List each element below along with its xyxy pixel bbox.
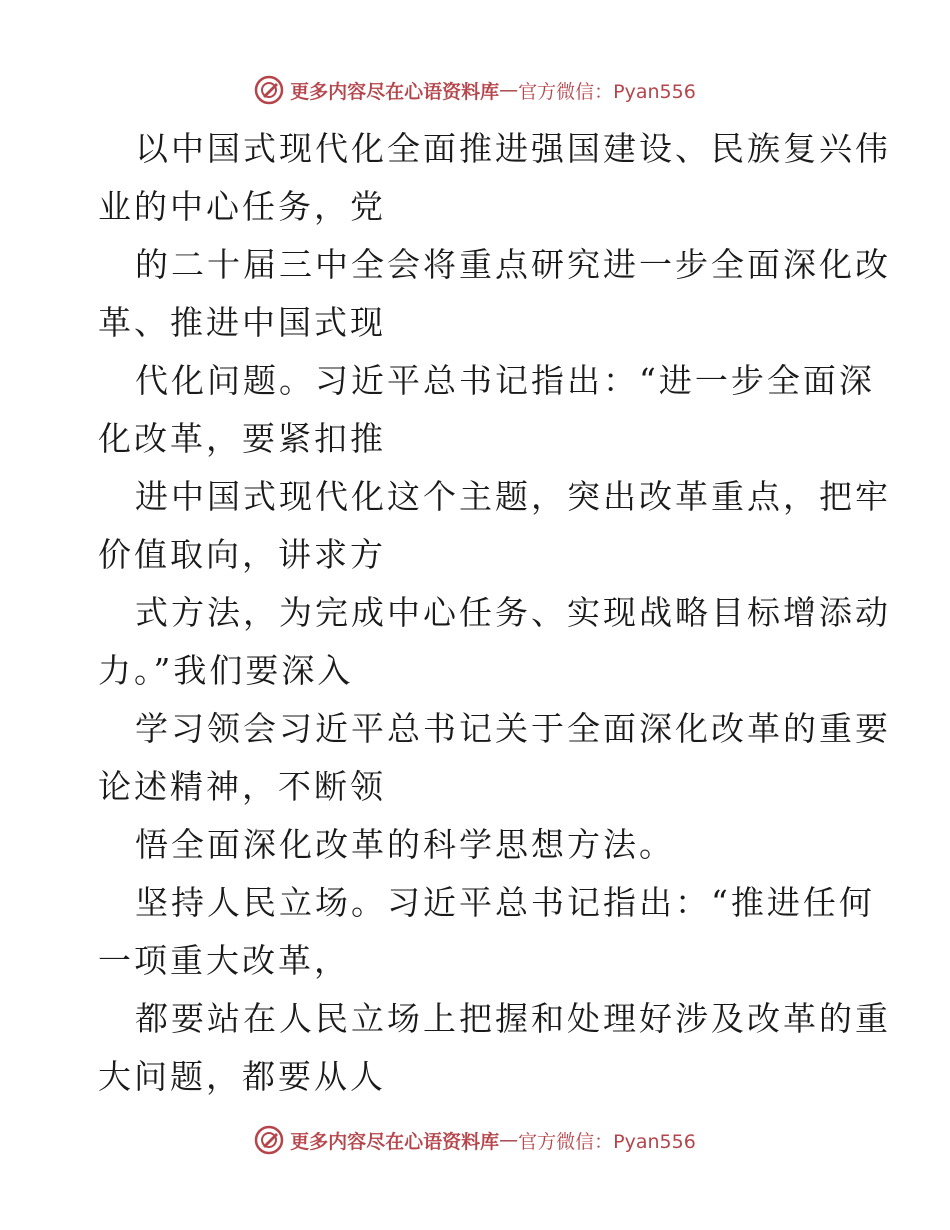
footer-watermark — [0, 1125, 950, 1155]
text-line: 代化问题。习近平总书记指出：“进一步全面深 — [135, 361, 875, 400]
text-line: 化改革，要紧扣推 — [98, 419, 386, 458]
text-line: 式方法，为完成中心任务、实现战略目标增添动 — [135, 593, 891, 632]
text-line: 业的中心任务，党 — [98, 187, 386, 226]
watermark-lead-text: 更多内容尽在心语资料库 — [290, 1130, 500, 1153]
logo-icon — [254, 75, 284, 105]
text-line: 的二十届三中全会将重点研究进一步全面深化改 — [135, 245, 891, 284]
text-line: 一项重大改革， — [98, 941, 350, 980]
text-line: 悟全面深化改革的科学思想方法。 — [135, 825, 675, 864]
text-line: 革、推进中国式现 — [98, 303, 386, 342]
document-body — [98, 120, 891, 1106]
text-line: 力。”我们要深入 — [98, 651, 354, 690]
logo-icon — [254, 1125, 284, 1155]
watermark-contact-text: 官方微信：Pyan556 — [518, 1130, 696, 1153]
text-line: 大问题，都要从人 — [98, 1057, 386, 1096]
text-line: 进中国式现代化这个主题，突出改革重点，把牢 — [135, 477, 891, 516]
text-line: 价值取向，讲求方 — [98, 535, 386, 574]
watermark-lead-text: 更多内容尽在心语资料库 — [290, 80, 500, 103]
text-line: 都要站在人民立场上把握和处理好涉及改革的重 — [135, 999, 891, 1038]
watermark-dash: — — [499, 1129, 519, 1151]
watermark-dash: — — [499, 79, 519, 101]
text-line: 学习领会习近平总书记关于全面深化改革的重要 — [135, 709, 891, 748]
watermark-contact-text: 官方微信：Pyan556 — [518, 80, 696, 103]
header-watermark — [0, 75, 950, 105]
text-line: 以中国式现代化全面推进强国建设、民族复兴伟 — [135, 129, 891, 168]
text-line: 论述精神，不断领 — [98, 767, 386, 806]
text-line: 坚持人民立场。习近平总书记指出：“推进任何 — [135, 883, 875, 922]
